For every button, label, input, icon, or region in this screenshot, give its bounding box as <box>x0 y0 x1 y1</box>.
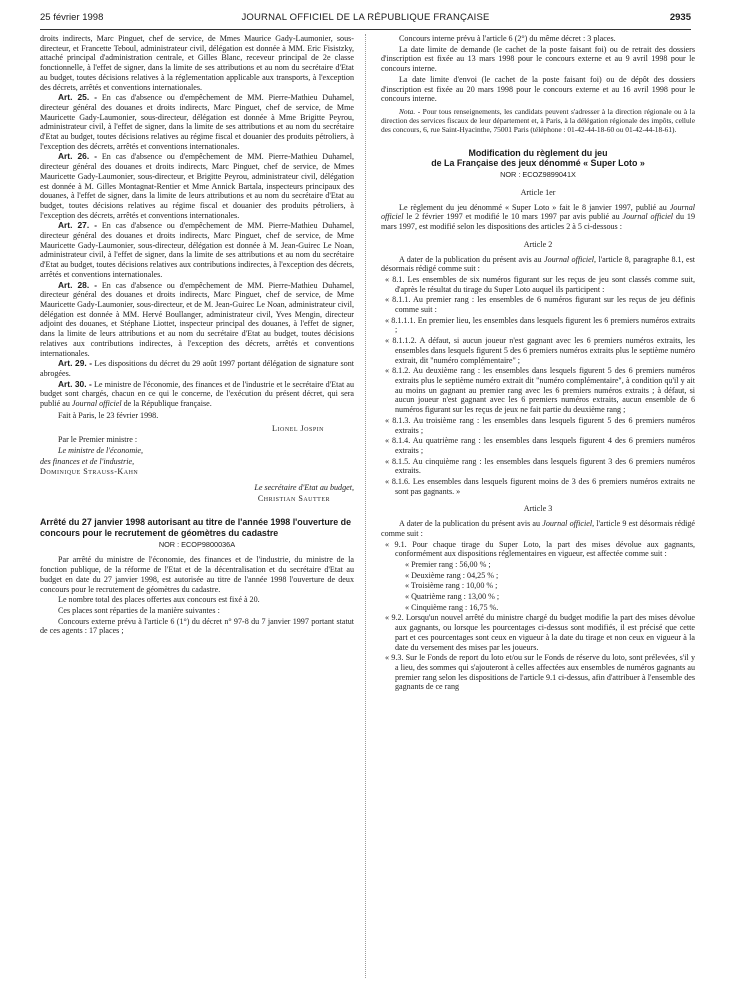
journal-title: JOURNAL OFFICIEL DE LA RÉPUBLIQUE FRANÇAISE <box>241 12 490 23</box>
date-limite-envoi: La date limite d'envoi (le cachet de la poste faisant foi) ou de dépôt des dossiers d'inscription est fixée au 20 mars 1998 pour le concours externe et au 16 avril 1998 pour le concours interne. <box>381 74 695 104</box>
rank-4-share: « Quatrième rang : 13,00 % ; <box>405 592 500 602</box>
article-26 <box>40 152 354 220</box>
article-26-text: En cas d'absence ou d'empêchement de MM. Pierre-Mathieu Duhamel, directeur général des douanes et droits indirects, Marc Pinguet, chef de service, de Mmes Mauricette Gady-Laumonier, sous-directeur, et Brigitte Peyrou, administrateur civil, délégation est donnée à M. Gilles Montagnat-Rentier et Mme Annick Bartala, inspecteurs principaux des douanes, à l'effet de signer, dans la limite de leurs attributions et au nom du secrétaire d'Etat au budget, toutes décisions relatives au régime fiscal et douanier des produits pétroliers, à l'exception des décrets, arrêtés et conventions internationales. <box>40 152 354 220</box>
clause-8-1-4: « 8.1.4. Au quatrième rang : les ensembles dans lesquels figurent 4 des 6 premiers numéros extraits ; <box>385 436 695 455</box>
nota <box>381 107 695 134</box>
clause-8-1-5: « 8.1.5. Au cinquième rang : les ensembles dans lesquels figurent 3 des 6 premiers numéros extraits. <box>385 456 695 476</box>
clause-9-3: « 9.3. Sur le Fonds de report du loto et/ou sur le Fonds de réserve du loto, sont prélevées, s'il y a lieu, des sommes qui s'ajouteront à celles affectées aux ensembles de numéros gagnants au premier rang selon les dispositions de l'article 9.1 ci-dessus, afin d'attribuer à l'ensemble des gagnants de ce rang <box>385 653 695 692</box>
modification-title-line2: de La Française des jeux dénommé « Super Loto » <box>431 158 645 169</box>
page-number: 2935 <box>669 12 691 23</box>
article-25-text: En cas d'absence ou d'empêchement de MM. Pierre-Mathieu Duhamel, directeur général des douanes et droits indirects, Marc Pinguet, chef de service, de Mme Mauricette Gady-Laumonier, sous-directeur, délégation est donnée à Mme Brigitte Peyrou, administrateur civil, à l'effet de signer, dans la limite de ses attributions et au nom du secrétaire d'Etat au budget, toutes décisions relatives au régime fiscal et douanier des produits pétroliers, à l'exception des décrets, arrêtés et conventions internationales. <box>40 93 354 151</box>
nota-text: - Pour tous renseignements, les candidats peuvent s'adresser à la direction régionale ou à la direction des services fiscaux de leur département et, à Paris, à la délégation régionale des impôts, cellule des concours, 6, rue Saint-Hyacinthe, 75001 Paris (téléphone : 01-42-44-18-60 ou 01-42-44-18-61). <box>381 106 695 134</box>
article-2-journal-officiel: Journal officiel <box>543 254 595 264</box>
article-3-text-a: A dater de la publication du présent avis au <box>399 519 543 529</box>
arrete-paragraph-2: Le nombre total des places offertes aux concours est fixé à 20. <box>58 595 260 605</box>
article-30-text-b: de la République française. <box>121 399 212 409</box>
article-1-text-a: Le règlement du jeu dénommé « Super Loto » fait le 8 janvier 1997, publié au <box>399 202 670 212</box>
arrete-paragraph-3: Ces places sont réparties de la manière suivantes : <box>58 605 220 615</box>
rank-3-share: « Troisième rang : 10,00 % ; <box>405 581 498 591</box>
page-header <box>40 12 691 28</box>
article-25-number: Art. 25. - <box>58 92 98 103</box>
clause-8-1: « 8.1. Les ensembles de six numéros figurant sur les reçus de jeu sont classés comme suit, d'après le résultat du tirage du Super Loto auquel ils participent : <box>385 274 695 294</box>
article-29-text: Les dispositions du décret du 29 août 1997 portant délégation de signature sont abrogées. <box>40 359 354 378</box>
concours-interne: Concours interne prévu à l'article 6 (2°) du même décret : 3 places. <box>399 34 616 43</box>
header-rule <box>40 29 691 30</box>
modification-nor: NOR : ECOZ9899041X <box>500 170 576 180</box>
article-1-heading: Article 1er <box>520 188 556 198</box>
article-26-number: Art. 26. - <box>58 151 98 162</box>
left-column <box>40 34 354 982</box>
arrete-nor: NOR : ECOP9800036A <box>158 539 236 549</box>
article-28 <box>40 281 354 359</box>
fait-a-paris: Fait à Paris, le 23 février 1998. <box>58 410 159 420</box>
clause-8-1-6: « 8.1.6. Les ensembles dans lesquels figurent moins de 3 des 6 premiers numéros extraits ne sont pas gagnants. » <box>385 477 695 496</box>
modification-title-line1: Modification du règlement du jeu <box>468 147 608 158</box>
column-divider <box>365 34 366 978</box>
article-2-text-b: , l'article 8, paragraphe 8.1, est désormais rédigé comme suit : <box>381 254 695 274</box>
article-1-text-b: le 2 février 1997 et modifié le 10 mars 1997 par avis publié au <box>403 212 623 222</box>
article-29 <box>40 359 354 378</box>
article-2-intro <box>381 255 695 274</box>
article-30-text-a: Le ministre de l'économie, des finances et de l'industrie et le secrétaire d'Etat au budget sont chargés, chacun en ce qui le concerne, de l'exécution du présent décret, qui sera publié au <box>40 379 354 409</box>
clause-8-1-1-2: « 8.1.1.2. A défaut, si aucun joueur n'est gagnant avec les 6 premiers numéros extraits, les ensembles dans lesquels figurent 5 des 6 premiers numéros extraits plus le septième numéro extrait, dit "numéro complémentaire" ; <box>385 336 695 365</box>
article-27-number: Art. 27. - <box>58 220 98 231</box>
arrete-title: Arrêté du 27 janvier 1998 autorisant au titre de l'année 1998 l'ouverture de concours pour le recrutement de géomètres du cadastre <box>40 517 352 538</box>
nota-label: Nota. <box>399 106 416 116</box>
article-29-number: Art. 29. - <box>58 358 93 369</box>
article-30-number: Art. 30. - <box>58 378 92 389</box>
article-30 <box>40 380 354 409</box>
clause-8-1-3: « 8.1.3. Au troisième rang : les ensembles dans lesquels figurent 5 des 6 premiers numéros extraits ; <box>385 415 695 435</box>
clause-8-1-2: « 8.1.2. Au deuxième rang : les ensembles dans lesquels figurent 5 des 6 premiers numéros extraits plus le septième numéro extrait dit "numéro complémentaire", à condition qu'il y ait au moins un gagnant au premier rang avec les 6 premiers numéros extraits ; à défaut, si aucun joueur n'est gagnant avec les 6 premiers numéros extraits, aucun ensemble de 6 numéros figurant sur les reçus de jeux ne fait partie du deuxième rang ; <box>385 366 695 415</box>
article-3-heading: Article 3 <box>523 504 553 514</box>
minister-title-line2: des finances et de l'industrie, <box>40 456 135 466</box>
clause-8-1-1-1: « 8.1.1.1. En premier lieu, les ensembles dans lesquels figurent les 6 premiers numéros extraits ; <box>385 315 695 335</box>
article-28-number: Art. 28. - <box>58 279 98 290</box>
right-column <box>381 34 695 982</box>
clause-9-2: « 9.2. Lorsqu'un nouvel arrêté du ministre chargé du budget modifie la part des mises dévolue aux gagnants, ou lorsque les pourcentages ci-dessus sont modifiés, il est précisé que cette part et ces pourcentages sont ceux en vigueur à la date du tirage et non ceux en vigueur à la date du versement des mises par les joueurs. <box>385 613 695 652</box>
rank-2-share: « Deuxième rang : 04,25 % ; <box>405 570 499 580</box>
rank-1-share: « Premier rang : 56,00 % ; <box>405 559 491 569</box>
article-27 <box>40 221 354 279</box>
clause-9-1: « 9.1. Pour chaque tirage du Super Loto, la part des mises dévolue aux gagnants, conformément aux dispositions réglementaires en vigueur, est affectée comme suit : <box>385 539 695 559</box>
clause-8-1-1: « 8.1.1. Au premier rang : les ensembles de 6 numéros figurant sur les reçus de jeu définis comme suit : <box>385 295 695 315</box>
article-1-text <box>381 203 695 232</box>
article-28-text: En cas d'absence ou d'empêchement de MM. Pierre-Mathieu Duhamel, directeur général des douanes et droits indirects, Marc Pinguet, chef de service, de Mme Mauricette Gady-Laumonier, sous-directeur, et de M. Jean-Guirec Le Noan, administrateur civil, délégation est donnée à MM. Hervé Boullanger, administrateur civil, Yves Mengin, directeur adjoint des douanes, et Stéphane Liottet, inspecteur principal des douanes, à l'effet de signer, dans la limite de leurs attributions et au nom du secrétaire d'Etat au budget, toutes décisions relatives aux contributions indirectes, à l'exception des décrets, arrêtés et conventions internationales. <box>40 280 354 358</box>
arrete-paragraph-1: Par arrêté du ministre de l'économie, des finances et de l'industrie, du ministre de la fonction publique, de la réforme de l'Etat et de la décentralisation et du secrétaire d'Etat au budget en date du 27 janvier 1998, est autorisée au titre de l'année 1998 l'ouverture de deux concours pour le recrutement de géomètres du cadastre. <box>40 555 354 594</box>
article-3-intro <box>381 519 695 538</box>
signer-secretaire: Christian Sautter <box>257 493 330 503</box>
minister-title-line1: Le ministre de l'économie, <box>58 445 144 455</box>
article-1-journal-officiel: Journal officiel <box>381 202 695 222</box>
signer-minister: Dominique Strauss-Kahn <box>40 467 139 477</box>
rank-5-share: « Cinquième rang : 16,75 %. <box>405 602 499 612</box>
article-25 <box>40 93 354 151</box>
article-1-text-c: du 19 mars 1997, est modifié selon les dispositions des articles 2 à 5 ci-dessous : <box>381 212 695 232</box>
par-le-premier-ministre: Par le Premier ministre : <box>58 435 138 445</box>
arrete-paragraph-4: Concours externe prévu à l'article 6 (1°) du décret n° 97-8 du 7 janvier 1997 portant statut de ces agents : 17 places ; <box>40 616 354 636</box>
article-3-text-b: , l'article 9 est désormais rédigé comme suit : <box>381 519 695 538</box>
header-date: 25 février 1998 <box>40 12 104 23</box>
signer-prime-minister: Lionel Jospin <box>272 424 324 434</box>
article-27-text: En cas d'absence ou d'empêchement de MM. Pierre-Mathieu Duhamel, directeur général des douanes et droits indirects, Marc Pinguet, chef de service, de Mme Mauricette Gady-Laumonier, sous-directeur, délégation est donnée à M. Jean-Guirec Le Noan, administrateur civil, à l'effet de signer, dans la limite de ses attributions et au nom du secrétaire d'Etat au budget, toutes décisions relatives aux contributions indirectes, à l'exception des décrets, arrêtés et conventions internationales. <box>40 221 354 279</box>
article-2-text-a: A dater de la publication du présent avis au <box>399 254 544 264</box>
article-3-journal-officiel: Journal officiel <box>542 519 593 529</box>
article-2-heading: Article 2 <box>523 239 553 249</box>
intro-paragraph: droits indirects, Marc Pinguet, chef de service, de Mmes Maurice Gady-Laumonier, sous-directeur, et Francette Teboul, administrateur civil, délégation est donnée à MM. Eric Fisistzky, attaché principal d'administration centrale, et Gilles Blanc, receveur principal de 2e classe fonctionnelle, à l'effet de signer, dans la limite de ses attributions et au nom du secrétaire d'Etat au budget, toutes décisions relatives à la réglementation applicable aux transports, à l'exception des décrets, arrêtés et conventions internationales. <box>40 34 354 92</box>
article-30-journal-officiel: Journal officiel <box>71 399 122 409</box>
secretaire-title: Le secrétaire d'Etat au budget, <box>254 482 354 492</box>
article-1-journal-officiel-2: Journal officiel <box>622 212 674 222</box>
date-limite-demande: La date limite de demande (le cachet de la poste faisant foi) ou de retrait des dossiers d'inscription est fixée au 13 mars 1998 pour le concours externe et au 9 avril 1998 pour le concours interne. <box>381 44 695 74</box>
